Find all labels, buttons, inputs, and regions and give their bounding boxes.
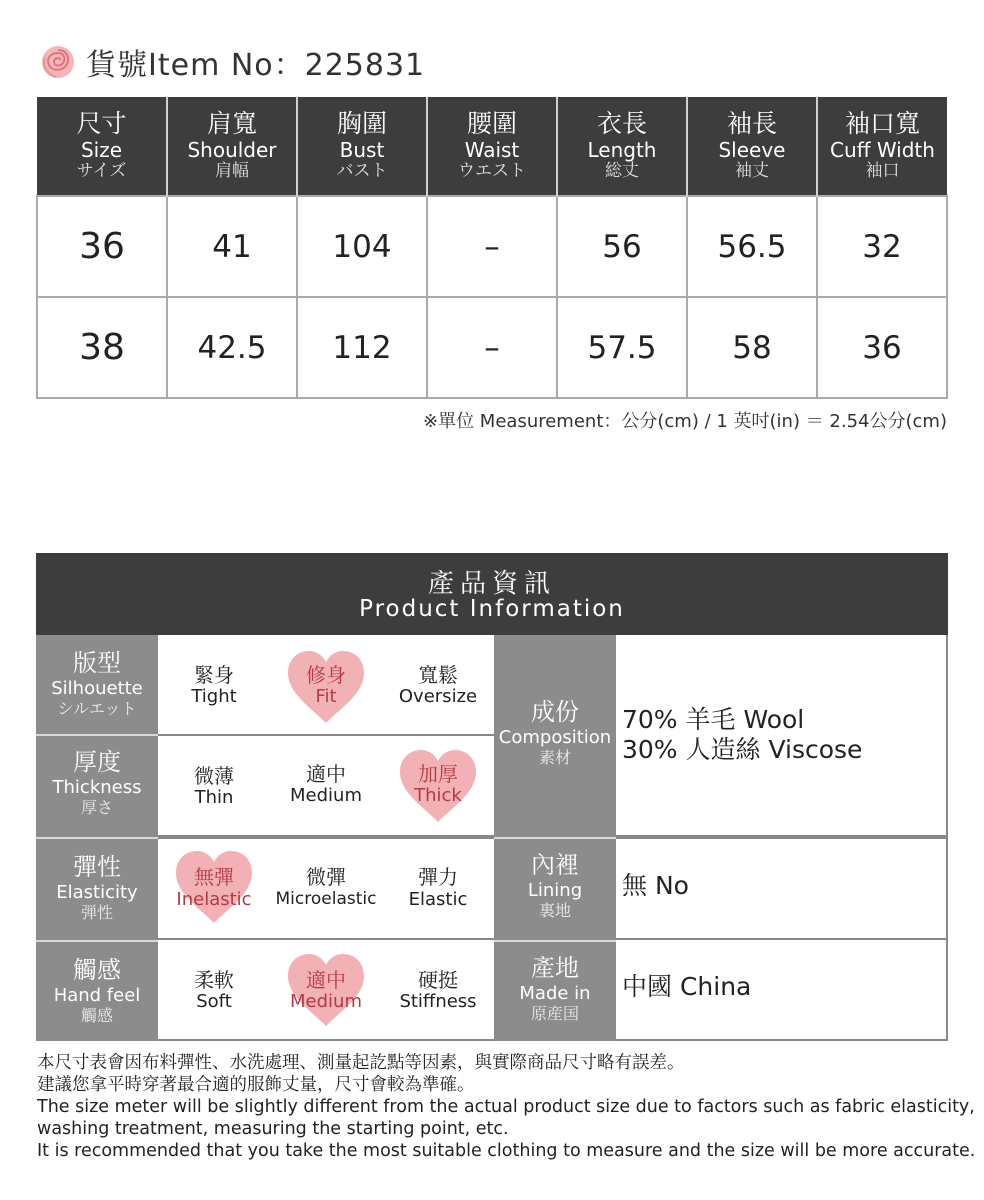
made-in-value: 中國 China (616, 940, 948, 1041)
table-cell: 104 (297, 196, 427, 297)
disclaimer-line: It is recommended that you take the most suitable clothing to measure and the size will be more accurate. (37, 1141, 976, 1161)
rose-icon (40, 44, 76, 80)
option-oversize: 寬鬆 Oversize (398, 663, 478, 707)
size-table (36, 97, 948, 399)
option-soft: 柔軟 Soft (194, 968, 234, 1012)
header-cuff-width: 袖口寬 Cuff Width 袖口 (817, 97, 947, 196)
product-info-title-zh: 產品資訊 (427, 569, 556, 599)
disclaimer-line: 建議您拿平時穿著最合適的服飾丈量，尺寸會較為準確。 (37, 1075, 475, 1095)
options-thickness (158, 736, 494, 837)
table-cell: 112 (297, 297, 427, 398)
label-thickness: 厚度 Thickness 厚さ (36, 736, 158, 837)
header-shoulder: 肩寬 Shoulder 肩幅 (167, 97, 297, 196)
label-lining: 內裡 Lining 裏地 (494, 837, 616, 940)
table-cell: 56.5 (687, 196, 817, 297)
table-cell: 38 (37, 297, 167, 398)
option-fit: 修身 Fit (270, 635, 382, 734)
disclaimer-line: 本尺寸表會因布料彈性、水洗處理、測量起訖點等因素，與實際商品尺寸略有誤差。 (37, 1053, 685, 1073)
label-composition: 成份 Composition 素材 (494, 635, 616, 837)
lining-value: 無 No (616, 837, 948, 940)
disclaimer (37, 1052, 976, 1162)
table-cell: 36 (37, 196, 167, 297)
options-silhouette (158, 635, 494, 736)
header-size: 尺寸 Size サイズ (37, 97, 167, 196)
option-thick: 加厚 Thick (382, 736, 494, 835)
table-cell: – (427, 196, 557, 297)
option-microelastic: 微彈 Microelastic (275, 865, 377, 909)
table-cell: 58 (687, 297, 817, 398)
label-elasticity: 彈性 Elasticity 弾性 (36, 837, 158, 940)
option-inelastic: 無彈 Inelastic (158, 839, 270, 938)
header-sleeve: 袖長 Sleeve 袖丈 (687, 97, 817, 196)
product-info-panel (36, 553, 948, 1041)
header-bust: 胸圍 Bust バスト (297, 97, 427, 196)
table-cell: 32 (817, 196, 947, 297)
option-medium: 適中 Medium (270, 940, 382, 1039)
product-info-header (36, 553, 948, 635)
options-hand-feel (158, 940, 494, 1041)
product-info-title-en: Product Information (359, 596, 625, 622)
option-tight: 緊身 Tight (191, 663, 237, 707)
disclaimer-line: The size meter will be slightly different from the actual product size due to factors such as fabric elasticity, (37, 1097, 975, 1117)
measurement-note: ※單位 Measurement：公分(cm) / 1 英吋(in) ＝ 2.54公分(cm) (423, 411, 947, 432)
label-silhouette: 版型 Silhouette シルエット (36, 635, 158, 736)
composition-value: 70% 羊毛 Wool 30% 人造絲 Viscose (616, 635, 948, 837)
table-cell: 41 (167, 196, 297, 297)
table-cell: – (427, 297, 557, 398)
size-table-header-row (37, 97, 947, 196)
header-waist: 腰圍 Waist ウエスト (427, 97, 557, 196)
table-row (37, 297, 947, 398)
label-hand-feel: 觸感 Hand feel 觸感 (36, 940, 158, 1041)
disclaimer-line: washing treatment, measuring the starting point, etc. (37, 1119, 509, 1139)
option-elastic: 彈力 Elastic (408, 865, 468, 910)
option-stiffness: 硬挺 Stiffness (399, 968, 477, 1012)
header-length: 衣長 Length 総丈 (557, 97, 687, 196)
item-title (40, 42, 425, 82)
option-thin: 微薄 Thin (194, 764, 234, 808)
table-cell: 42.5 (167, 297, 297, 398)
table-cell: 56 (557, 196, 687, 297)
options-elasticity (158, 837, 494, 940)
table-cell: 57.5 (557, 297, 687, 398)
option-medium: 適中 Medium (290, 762, 362, 806)
item-number-label: 貨號Item No：225831 (86, 48, 426, 83)
table-cell: 36 (817, 297, 947, 398)
label-made-in: 產地 Made in 原産国 (494, 940, 616, 1041)
table-row (37, 196, 947, 297)
